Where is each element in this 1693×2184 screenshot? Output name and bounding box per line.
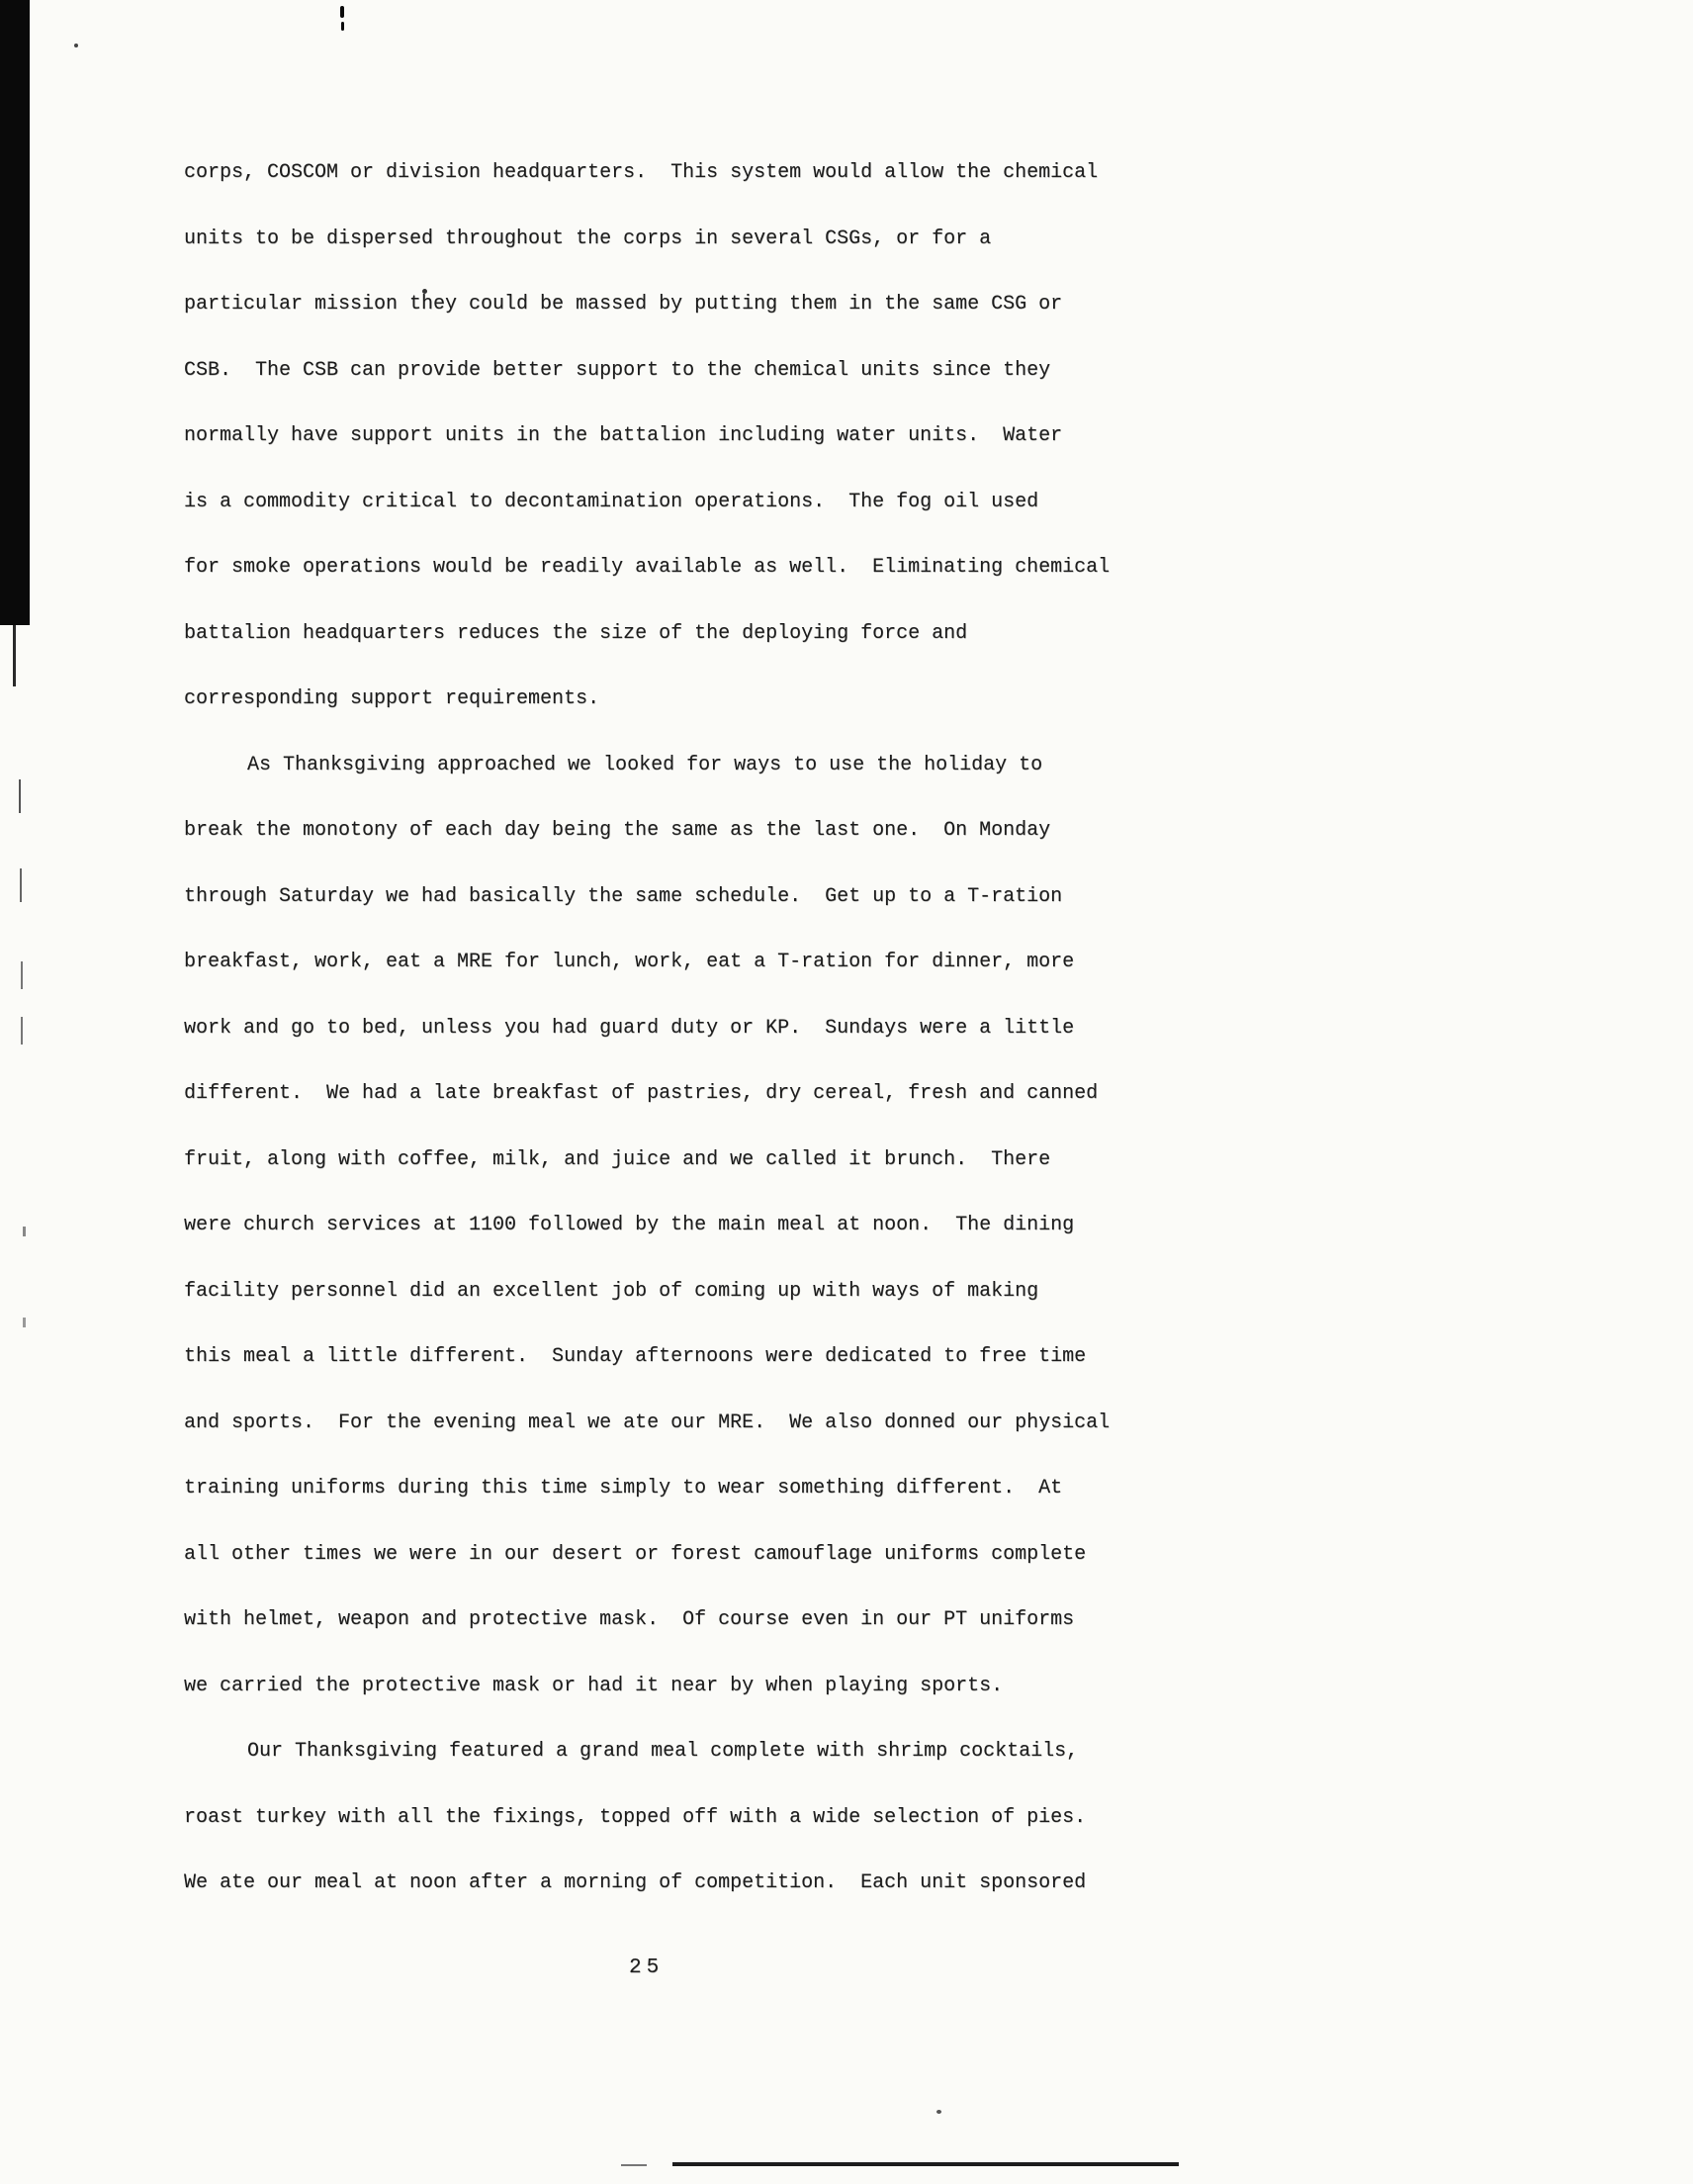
text-line: units to be dispersed throughout the corps in several CSGs, or for a bbox=[184, 227, 992, 250]
text-line: As Thanksgiving approached we looked for ways to use the holiday to bbox=[247, 753, 1043, 776]
text-line: corresponding support requirements. bbox=[184, 687, 600, 710]
text-line: breakfast, work, eat a MRE for lunch, work, eat a T-ration for dinner, more bbox=[184, 951, 1075, 973]
text-line: this meal a little different. Sunday afternoons were dedicated to free time bbox=[184, 1345, 1087, 1368]
scan-artifact-bottom-line bbox=[621, 2164, 647, 2166]
scan-artifact-margin-tick bbox=[21, 961, 23, 989]
scan-artifact-left-bar-tail bbox=[13, 625, 16, 686]
scan-artifact-bottom-line bbox=[672, 2162, 1179, 2166]
text-line: and sports. For the evening meal we ate our MRE. We also donned our physical bbox=[184, 1410, 1111, 1434]
scan-artifact-top-mark bbox=[340, 6, 344, 18]
text-line: CSB. The CSB can provide better support to the chemical units since they bbox=[184, 358, 1051, 382]
page-text bbox=[184, 140, 1173, 1917]
text-line: We ate our meal at noon after a morning of competition. Each unit sponsored bbox=[184, 1871, 1087, 1894]
text-line: particular mission they could be massed by putting them in the same CSG or bbox=[184, 293, 1063, 316]
text-line: roast turkey with all the fixings, topped off with a wide selection of pies. bbox=[184, 1805, 1087, 1829]
text-line: corps, COSCOM or division headquarters. This system would allow the chemical bbox=[184, 161, 1099, 184]
text-line: break the monotony of each day being the same as the last one. On Monday bbox=[184, 819, 1051, 842]
text-line: were church services at 1100 followed by the main meal at noon. The dining bbox=[184, 1214, 1075, 1236]
paragraph bbox=[184, 1719, 1173, 1917]
scan-artifact-margin-dot bbox=[23, 1318, 26, 1327]
scan-artifact-speck bbox=[74, 44, 78, 47]
scan-artifact-margin-tick bbox=[20, 868, 22, 902]
text-line: we carried the protective mask or had it near by when playing sports. bbox=[184, 1674, 1004, 1697]
text-line: for smoke operations would be readily available as well. Eliminating chemical bbox=[184, 556, 1111, 579]
text-line: training uniforms during this time simply to wear something different. At bbox=[184, 1477, 1063, 1500]
text-line: facility personnel did an excellent job of coming up with ways of making bbox=[184, 1279, 1039, 1303]
text-line: work and go to bed, unless you had guard duty or KP. Sundays were a little bbox=[184, 1016, 1075, 1040]
text-line: all other times we were in our desert or forest camouflage uniforms complete bbox=[184, 1542, 1087, 1566]
scan-artifact-margin-tick bbox=[19, 779, 21, 813]
text-line: with helmet, weapon and protective mask. Of course even in our PT uniforms bbox=[184, 1608, 1075, 1631]
text-line: different. We had a late breakfast of pastries, dry cereal, fresh and canned bbox=[184, 1082, 1099, 1105]
text-line: is a commodity critical to decontamination operations. The fog oil used bbox=[184, 490, 1039, 513]
paragraph bbox=[184, 140, 1173, 733]
text-line: Our Thanksgiving featured a grand meal complete with shrimp cocktails, bbox=[247, 1740, 1079, 1763]
text-line: through Saturday we had basically the same schedule. Get up to a T-ration bbox=[184, 884, 1063, 908]
scan-artifact-top-mark bbox=[341, 22, 344, 31]
text-line: fruit, along with coffee, milk, and juice and we called it brunch. There bbox=[184, 1147, 1051, 1171]
scan-artifact-margin-tick bbox=[21, 1017, 23, 1045]
scan-artifact-margin-dot bbox=[23, 1227, 26, 1236]
scan-artifact-left-bar bbox=[0, 0, 30, 625]
scan-artifact-speck bbox=[936, 2110, 941, 2114]
text-line: battalion headquarters reduces the size of the deploying force and bbox=[184, 621, 968, 645]
paragraph bbox=[184, 733, 1173, 1720]
page-number: 25 bbox=[629, 1956, 665, 1979]
text-line: normally have support units in the battalion including water units. Water bbox=[184, 424, 1063, 447]
